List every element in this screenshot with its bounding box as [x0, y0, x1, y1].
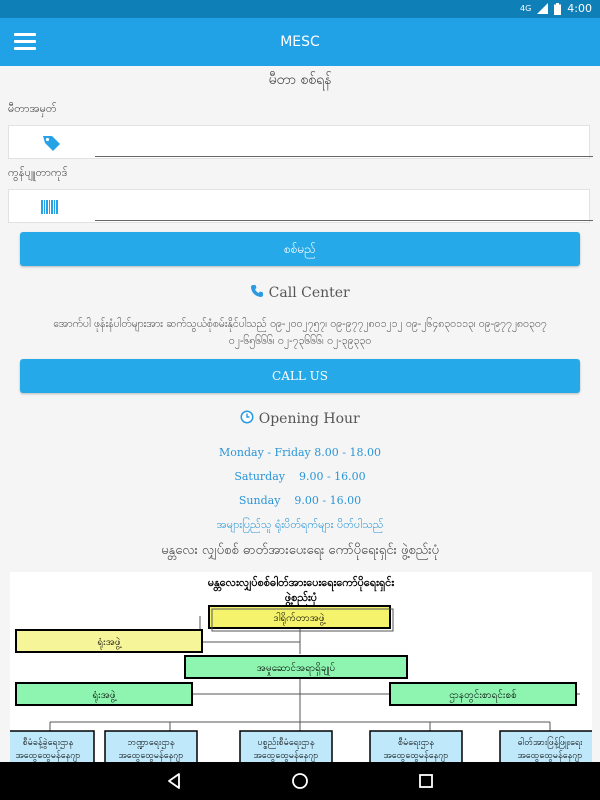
office-label-top: ရုံးအဖွဲ့	[97, 637, 121, 648]
opening-hour-heading	[0, 410, 600, 427]
recent-apps-icon[interactable]	[416, 771, 436, 791]
dept-line1: ဓါတ်အားဖြန့်ဖြူးရေး	[517, 738, 583, 748]
audit-label: ဌာနတွင်းစာရင်းစစ်	[449, 690, 517, 701]
navigation-bar	[0, 762, 600, 800]
opening-hour-title: Opening Hour	[258, 411, 360, 427]
dept-line2: အထွေထွေမန်နေဂျာ	[383, 751, 449, 761]
home-icon[interactable]	[290, 771, 310, 791]
app-bar	[0, 18, 600, 66]
customer-no-field	[8, 189, 590, 223]
dept-line1: ပစ္စည်းစီမံရေးဌာန	[257, 738, 315, 748]
clock-time: 4:00	[567, 2, 592, 15]
network-indicator: 4G	[520, 4, 532, 13]
dept-line1: စီမံခန့်ခွဲရေးဌာန	[22, 738, 74, 748]
org-chart-section-title: မန္တလေး လျှပ်စစ် ဓာတ်အားပေးရေး ကော်ပိုရေးရှင်း ဖွဲ့စည်းပုံ	[161, 543, 439, 558]
signal-icon	[537, 3, 548, 14]
holiday-note: အများပြည်သူ ရုံးပိတ်ရက်များ ပိတ်ပါသည်	[216, 518, 384, 531]
phones-line-1: အောက်ပါ ဖုန်းနံပါတ်များအား ဆက်သွယ်စုံစမ်းနိုင်ပါသည် ၀၉-၂၀၀၂၇၅၇၊ ၀၉-၉၇၇၂၈၀၁၂၁၂ ၀၉-၂၆၄၈၃၀၁၁၃၊ ၀၉-၉၇၇၂၈၀၃၀၇	[53, 318, 547, 330]
dept-line2: အထွေထွေမန်နေဂျာ	[118, 751, 184, 761]
clock-icon	[240, 410, 254, 424]
hours-row: Monday - Friday 8.00 - 18.00	[219, 446, 381, 459]
dept-line1: ဘဏ္ဍာရေးဌာန	[127, 738, 175, 748]
main-content	[0, 66, 600, 762]
org-chart	[10, 572, 592, 762]
dept-line2: အထွေထွေမန်နေဂျာ	[15, 751, 81, 761]
meter-no-input[interactable]	[95, 132, 593, 157]
status-icons	[520, 2, 592, 15]
status-bar	[0, 0, 600, 18]
search-button[interactable]: စစ်မည်	[20, 232, 580, 266]
office-label: ရုံးအဖွဲ့	[92, 690, 116, 701]
phone-icon	[250, 284, 264, 298]
call-us-button[interactable]: CALL US	[20, 359, 580, 393]
org-chart-title: မန္တလေးလျှပ်စစ်ဓါတ်အားပေးရေးကော်ပိုရေးရှင်း	[207, 576, 395, 589]
hours-row: Saturday 9.00 - 16.00	[234, 470, 366, 483]
phones-line-2: ၀၂-၆၅၆၆၆၊ ၀၂-၇၃၆၆၆၊ ၀၂-၃၉၃၃၀	[228, 335, 372, 347]
meter-no-field	[8, 125, 590, 159]
customer-no-input[interactable]	[95, 196, 593, 221]
battery-icon	[554, 3, 561, 15]
barcode-icon	[35, 197, 65, 217]
hamburger-icon[interactable]	[14, 33, 36, 51]
call-center-title: Call Center	[268, 285, 350, 301]
meter-search-title: မီတာ စစ်ရန်	[268, 72, 332, 88]
executive-label: အမှုဆောင်အရာရှိချုပ်	[256, 663, 336, 674]
back-icon[interactable]	[164, 771, 184, 791]
org-chart-subtitle: ဖွဲ့စည်းပုံ	[284, 591, 318, 604]
hours-row: Sunday 9.00 - 16.00	[238, 494, 362, 507]
meter-no-label: မီတာအမှတ်	[8, 102, 57, 115]
dept-line2: အထွေထွေမန်နေဂျာ	[517, 751, 583, 761]
app-title: MESC	[280, 34, 320, 50]
call-center-heading	[0, 284, 600, 301]
tag-icon	[35, 133, 65, 153]
call-center-phones	[20, 316, 580, 350]
dept-line1: စီမံရေးဌာန	[398, 738, 434, 748]
customer-no-label: ကွန်ပျူတာကုဒ်	[8, 166, 68, 179]
board-label: ဒါရိုက်တာအဖွဲ့	[273, 613, 325, 624]
dept-line2: အထွေထွေမန်နေဂျာ	[253, 751, 319, 761]
